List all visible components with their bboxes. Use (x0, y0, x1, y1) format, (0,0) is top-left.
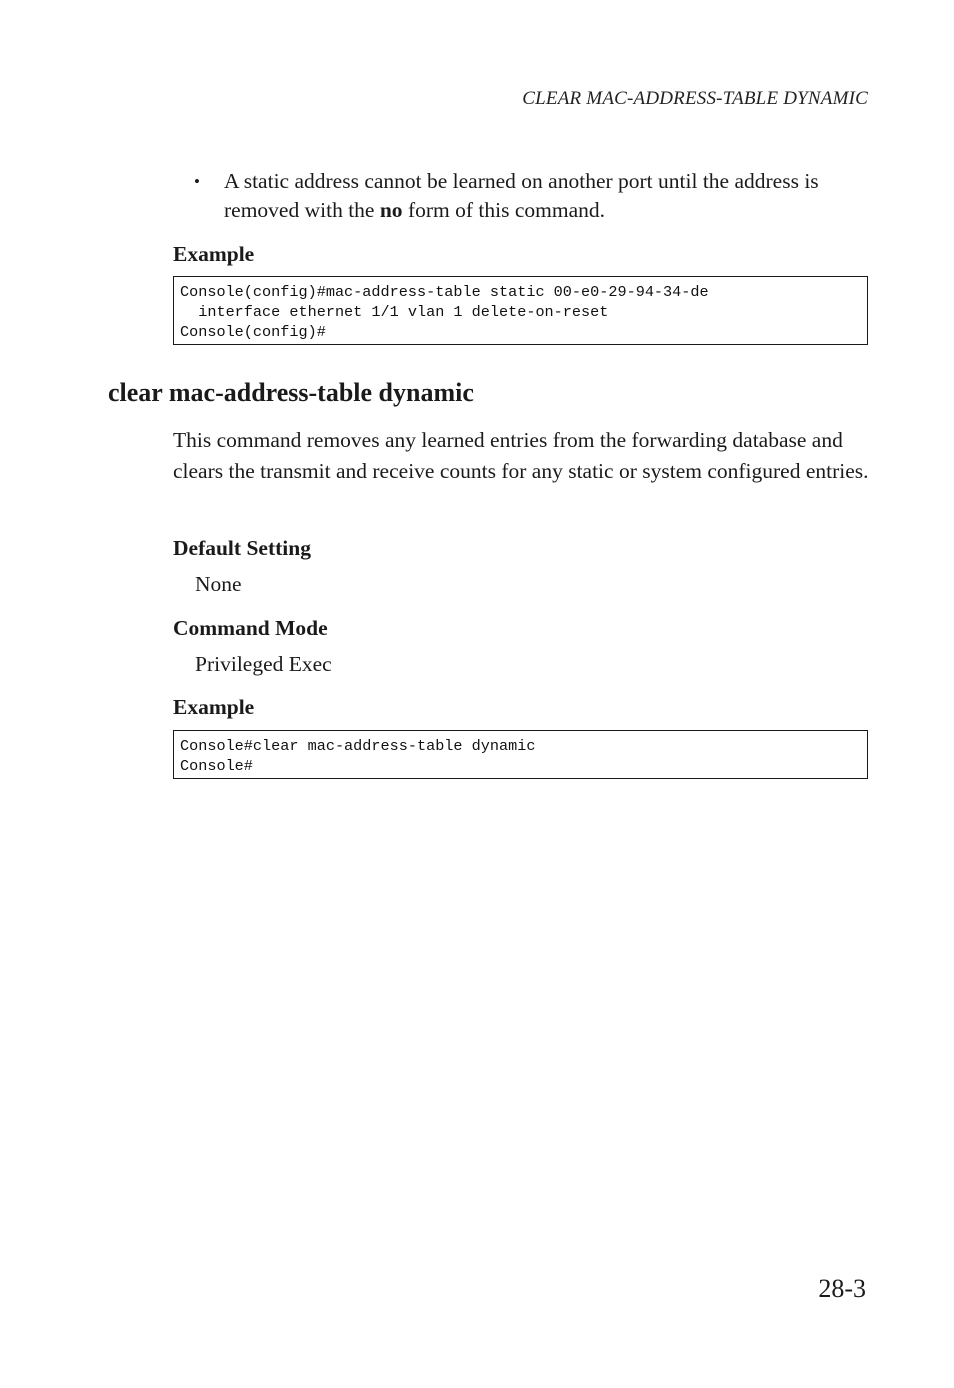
section-title: clear mac-address-table dynamic (108, 378, 474, 407)
example-heading-2: Example (173, 695, 255, 719)
example-code-block-2 (173, 730, 868, 779)
bullet-text-bold: no (379, 198, 403, 222)
example-code-block-1 (173, 276, 868, 345)
command-mode-value: Privileged Exec (195, 652, 332, 676)
command-mode-heading: Command Mode (173, 616, 328, 640)
bullet-text (224, 167, 874, 225)
running-header: CLEAR MAC-ADDRESS-TABLE DYNAMIC (522, 88, 868, 109)
bullet-icon: • (194, 172, 200, 191)
section-description: This command removes any learned entries from the forwarding database and clears the transmit and receive counts for any static or system configured entries. (173, 428, 869, 483)
code-line: interface ethernet 1/1 vlan 1 delete-on-reset (180, 303, 609, 321)
code-line: Console#clear mac-address-table dynamic (180, 737, 536, 755)
bullet-list-item (194, 167, 874, 225)
bullet-text-after: form of this command. (402, 198, 605, 222)
default-setting-value: None (195, 572, 242, 596)
default-setting-heading: Default Setting (173, 536, 311, 560)
code-line: Console# (180, 757, 253, 775)
code-line: Console(config)#mac-address-table static 00-e0-29-94-34-de (180, 283, 709, 301)
page-number: 28-3 (818, 1274, 866, 1303)
example-heading-1: Example (173, 242, 255, 266)
code-line: Console(config)# (180, 323, 326, 341)
bullet-text-before: A static address cannot be learned on another port until the address is removed with the (224, 169, 819, 222)
